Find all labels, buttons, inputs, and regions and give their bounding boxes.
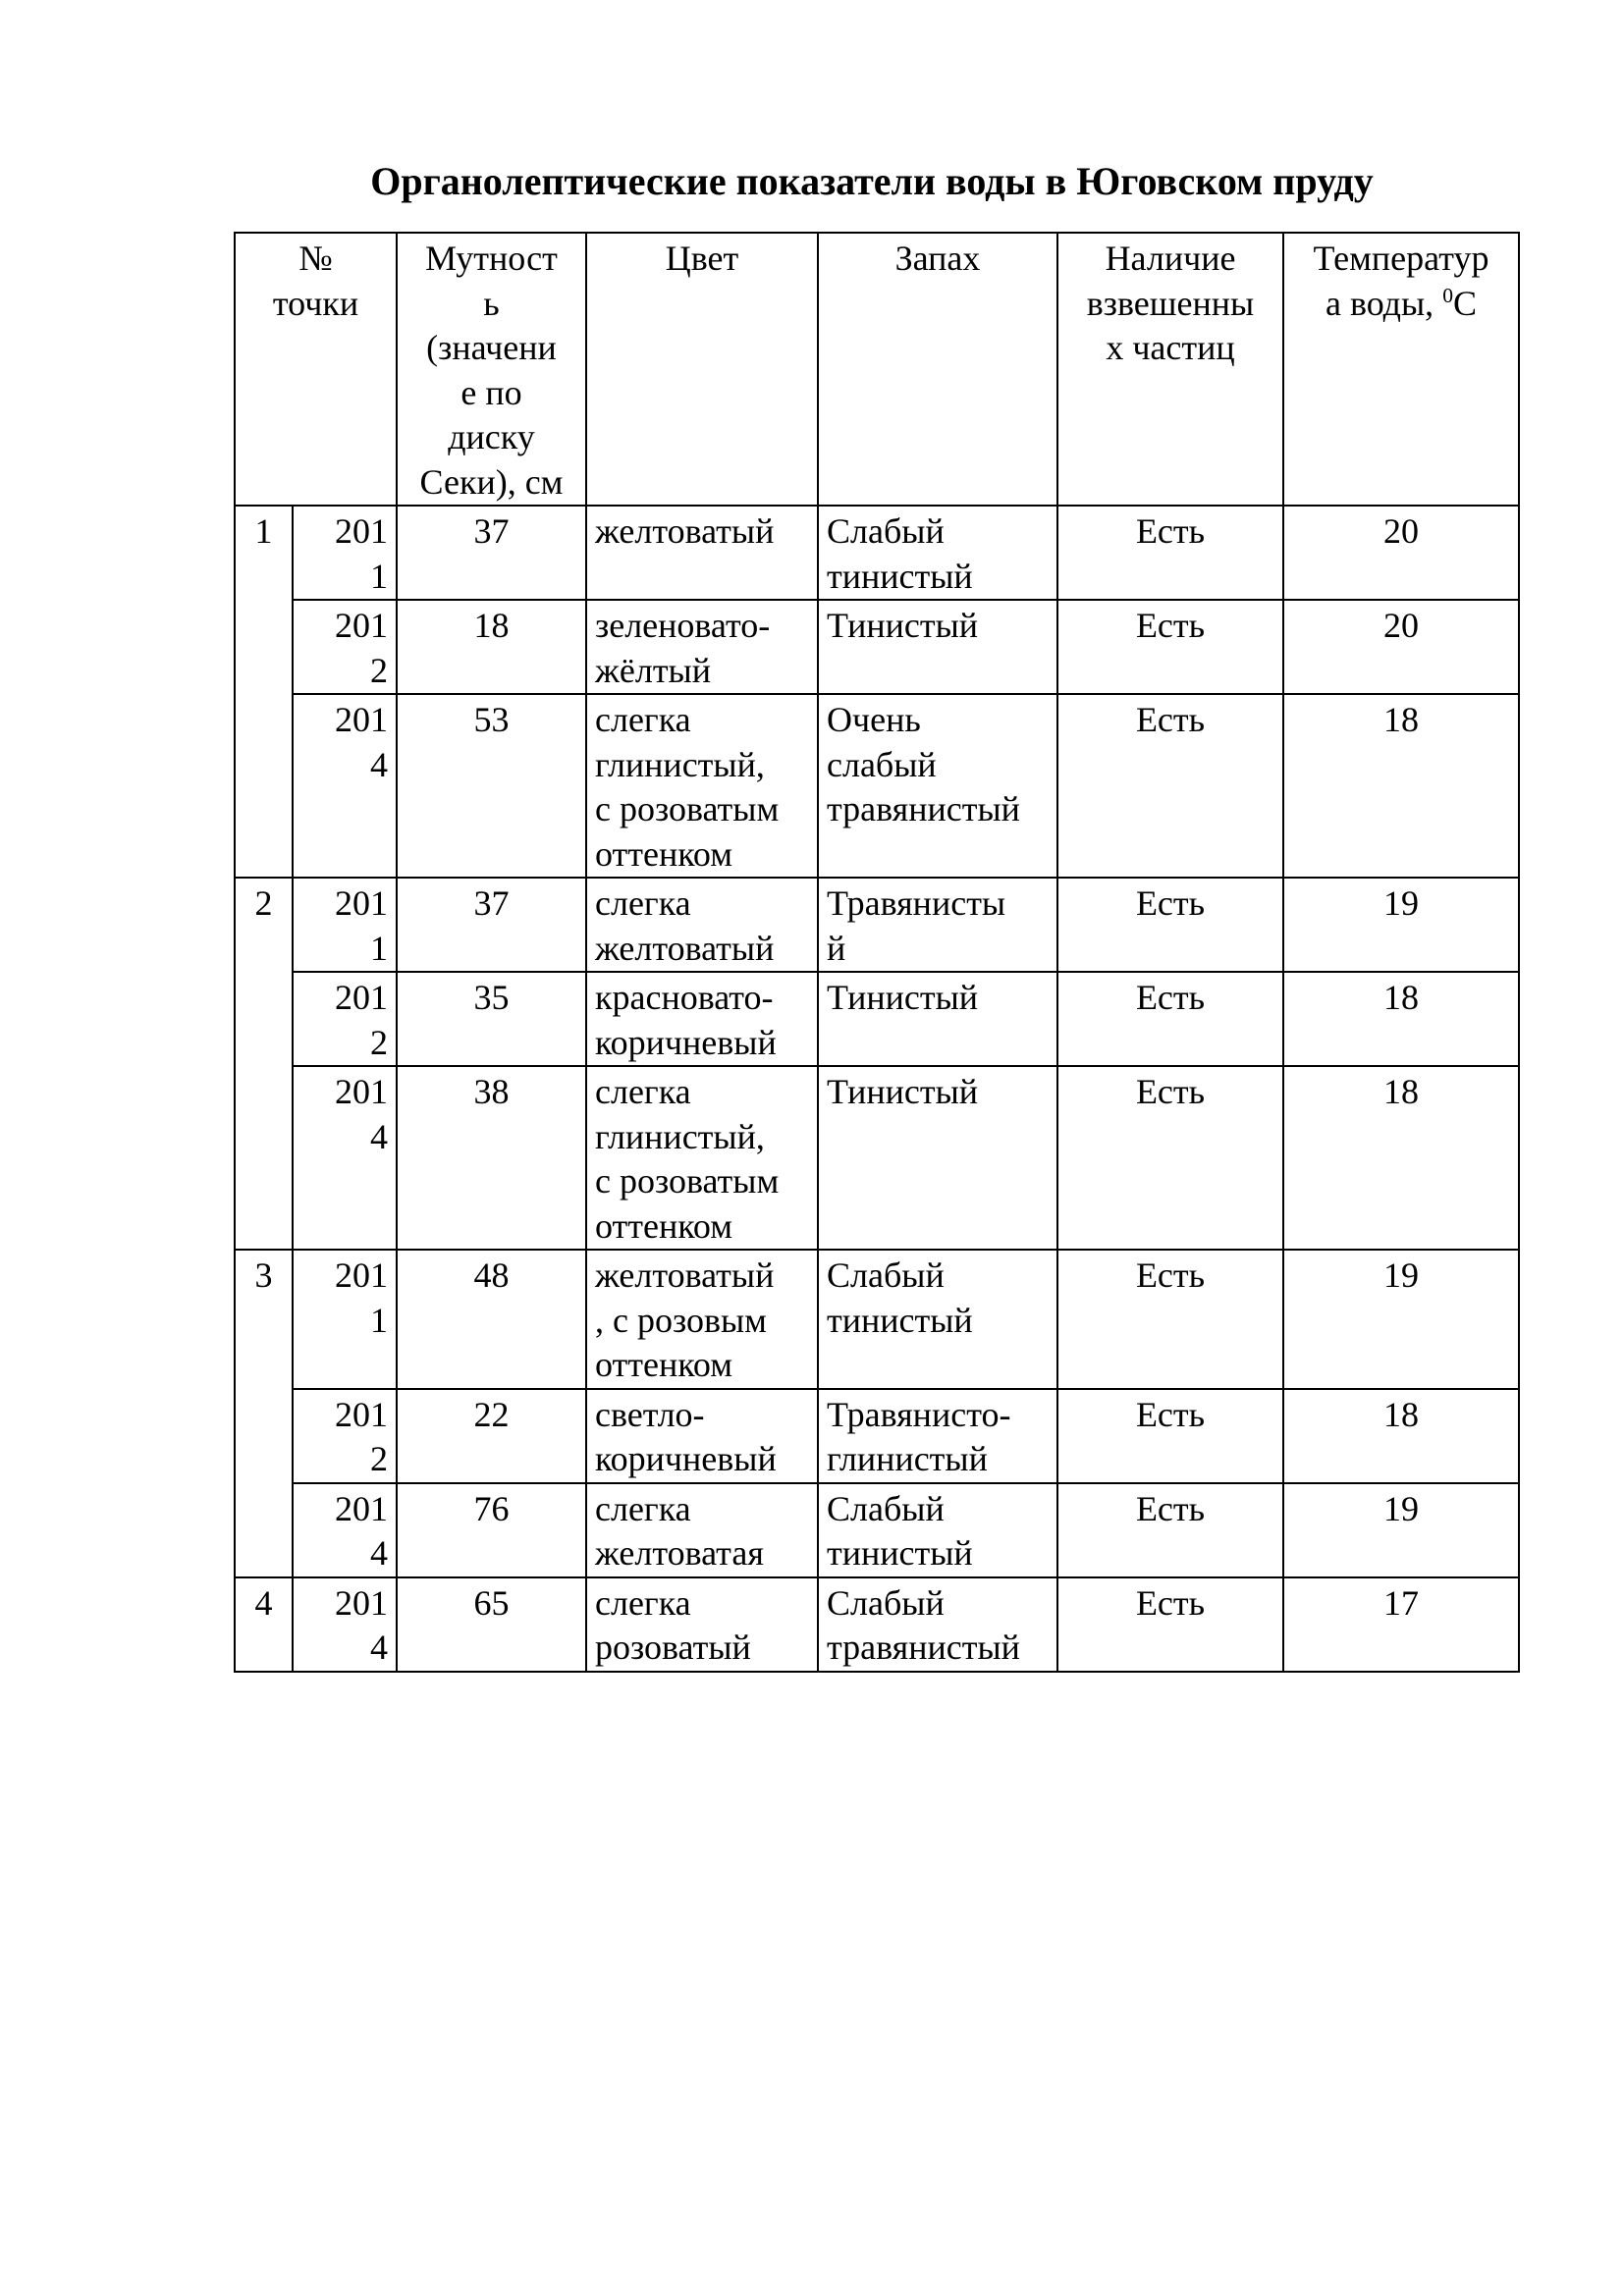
cell-color: слегка глинистый, с розоватым оттенком: [586, 1066, 818, 1250]
cell-turbidity: 48: [397, 1250, 586, 1389]
cell-temperature: 19: [1283, 878, 1519, 972]
header-turbidity: Мутност ь (значени е по диску Секи), см: [397, 233, 586, 506]
cell-color: слегка розоватый: [586, 1577, 818, 1672]
header-smell: Запах: [818, 233, 1057, 506]
cell-particles: Есть: [1057, 1577, 1283, 1672]
header-particles: Наличие взвешенны х частиц: [1057, 233, 1283, 506]
table-row: [235, 972, 1519, 1066]
table-row: [235, 1577, 1519, 1672]
cell-smell: Очень слабый травянистый: [818, 694, 1057, 878]
header-color: Цвет: [586, 233, 818, 506]
organoleptic-table: [234, 232, 1520, 1673]
cell-temperature: 18: [1283, 972, 1519, 1066]
header-temperature: [1283, 233, 1519, 506]
cell-turbidity: 35: [397, 972, 586, 1066]
cell-temperature: 20: [1283, 506, 1519, 600]
table-row: [235, 878, 1519, 972]
cell-temperature: 18: [1283, 1066, 1519, 1250]
cell-smell: Слабый тинистый: [818, 1483, 1057, 1577]
cell-particles: Есть: [1057, 972, 1283, 1066]
cell-turbidity: 37: [397, 506, 586, 600]
cell-temperature: 18: [1283, 1389, 1519, 1483]
cell-turbidity: 37: [397, 878, 586, 972]
header-temperature-degree: 0: [1442, 283, 1453, 307]
cell-year: 201 1: [293, 878, 397, 972]
cell-particles: Есть: [1057, 1389, 1283, 1483]
cell-year: 201 4: [293, 694, 397, 878]
cell-smell: Травянисты й: [818, 878, 1057, 972]
cell-temperature: 19: [1283, 1250, 1519, 1389]
cell-year: 201 2: [293, 600, 397, 694]
cell-color: желтоватый: [586, 506, 818, 600]
cell-smell: Слабый травянистый: [818, 1577, 1057, 1672]
table-row: [235, 1066, 1519, 1250]
cell-color: зеленовато- жёлтый: [586, 600, 818, 694]
header-row: [235, 233, 1519, 506]
cell-year: 201 4: [293, 1483, 397, 1577]
cell-smell: Слабый тинистый: [818, 1250, 1057, 1389]
table-row: [235, 1389, 1519, 1483]
cell-turbidity: 22: [397, 1389, 586, 1483]
cell-smell: Слабый тинистый: [818, 506, 1057, 600]
cell-point-number: 1: [235, 506, 293, 878]
cell-color: слегка желтоватая: [586, 1483, 818, 1577]
table-row: [235, 1250, 1519, 1389]
cell-smell: Травянисто- глинистый: [818, 1389, 1057, 1483]
cell-turbidity: 18: [397, 600, 586, 694]
cell-particles: Есть: [1057, 1066, 1283, 1250]
cell-particles: Есть: [1057, 1483, 1283, 1577]
header-temperature-label: Температур а воды,: [1313, 239, 1489, 323]
cell-temperature: 19: [1283, 1483, 1519, 1577]
cell-color: желтоватый , с розовым оттенком: [586, 1250, 818, 1389]
cell-year: 201 1: [293, 506, 397, 600]
cell-year: 201 4: [293, 1066, 397, 1250]
table-row: [235, 506, 1519, 600]
cell-point-number: 3: [235, 1250, 293, 1577]
cell-temperature: 18: [1283, 694, 1519, 878]
cell-color: слегка глинистый, с розоватым оттенком: [586, 694, 818, 878]
page-title: Органолептические показатели воды в Юговском пруду: [370, 159, 1374, 203]
cell-particles: Есть: [1057, 878, 1283, 972]
cell-turbidity: 76: [397, 1483, 586, 1577]
cell-temperature: 17: [1283, 1577, 1519, 1672]
header-point-no: № точки: [235, 233, 397, 506]
cell-particles: Есть: [1057, 694, 1283, 878]
cell-particles: Есть: [1057, 600, 1283, 694]
cell-color: слегка желтоватый: [586, 878, 818, 972]
cell-turbidity: 53: [397, 694, 586, 878]
cell-particles: Есть: [1057, 506, 1283, 600]
cell-color: светло- коричневый: [586, 1389, 818, 1483]
header-temperature-unit: С: [1452, 283, 1477, 323]
cell-turbidity: 65: [397, 1577, 586, 1672]
cell-year: 201 2: [293, 1389, 397, 1483]
table-row: [235, 694, 1519, 878]
cell-year: 201 2: [293, 972, 397, 1066]
cell-color: красновато- коричневый: [586, 972, 818, 1066]
cell-year: 201 4: [293, 1577, 397, 1672]
cell-smell: Тинистый: [818, 972, 1057, 1066]
cell-year: 201 1: [293, 1250, 397, 1389]
cell-particles: Есть: [1057, 1250, 1283, 1389]
cell-point-number: 4: [235, 1577, 293, 1672]
cell-point-number: 2: [235, 878, 293, 1250]
cell-smell: Тинистый: [818, 600, 1057, 694]
cell-temperature: 20: [1283, 600, 1519, 694]
table-row: [235, 600, 1519, 694]
cell-smell: Тинистый: [818, 1066, 1057, 1250]
cell-turbidity: 38: [397, 1066, 586, 1250]
table-row: [235, 1483, 1519, 1577]
